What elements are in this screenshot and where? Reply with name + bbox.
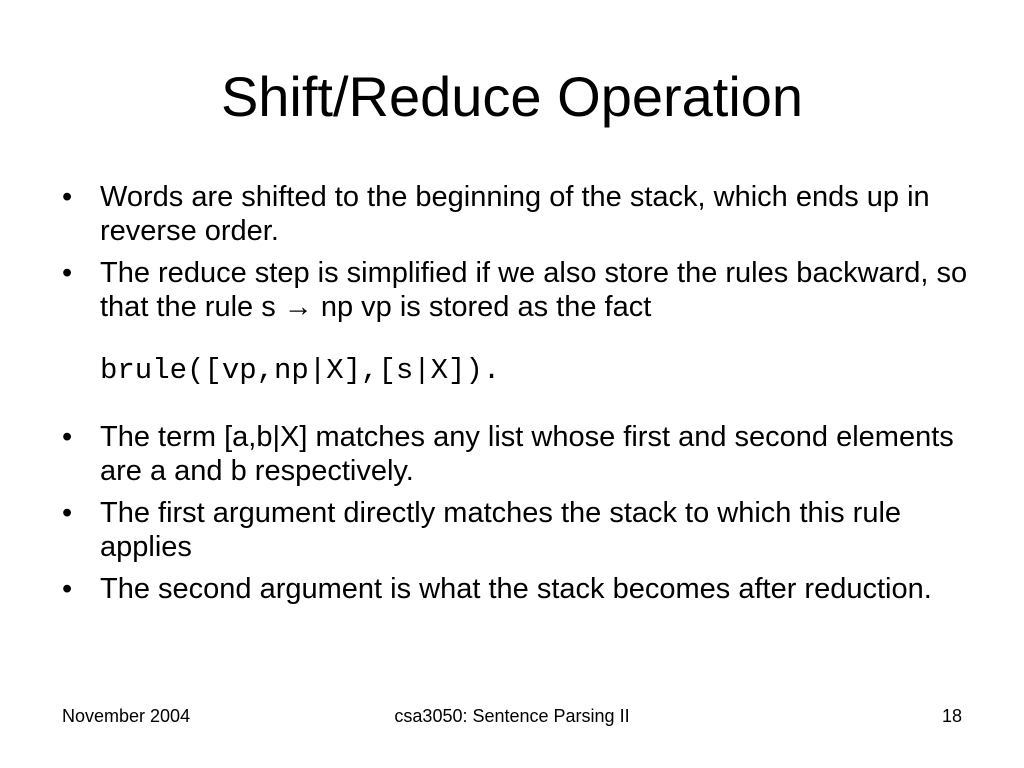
bullet-marker: • xyxy=(62,181,73,213)
bullet-item xyxy=(60,496,980,564)
bullet-item xyxy=(60,572,980,606)
bullet-text: The term [a,b|X] matches any list whose first and second elements are a and b respectively. xyxy=(100,421,954,487)
bullet-list xyxy=(60,180,980,614)
bullet-item xyxy=(60,420,980,488)
prolog-code: brule([vp,np|X],[s|X]). xyxy=(100,354,501,387)
bullet-item xyxy=(60,180,980,248)
slide-title: Shift/Reduce Operation xyxy=(220,65,804,128)
bullet-marker: • xyxy=(62,257,73,289)
footer-course-title: csa3050: Sentence Parsing II xyxy=(394,706,630,726)
bullet-text: Words are shifted to the beginning of the stack, which ends up in reverse order. xyxy=(100,181,930,247)
bullet-marker: • xyxy=(62,573,73,605)
bullet-marker: • xyxy=(62,421,73,453)
bullet-text: The second argument is what the stack becomes after reduction. xyxy=(100,573,932,605)
footer-page-number: 18 xyxy=(941,706,962,726)
footer-date: November 2004 xyxy=(62,706,191,726)
bullet-marker: • xyxy=(62,497,73,529)
bullet-text: The first argument directly matches the stack to which this rule applies xyxy=(100,497,902,563)
bullet-text: The reduce step is simplified if we also store the rules backward, so that the rule s → np vp is stored as the fact xyxy=(100,257,968,323)
bullet-item xyxy=(60,256,980,388)
